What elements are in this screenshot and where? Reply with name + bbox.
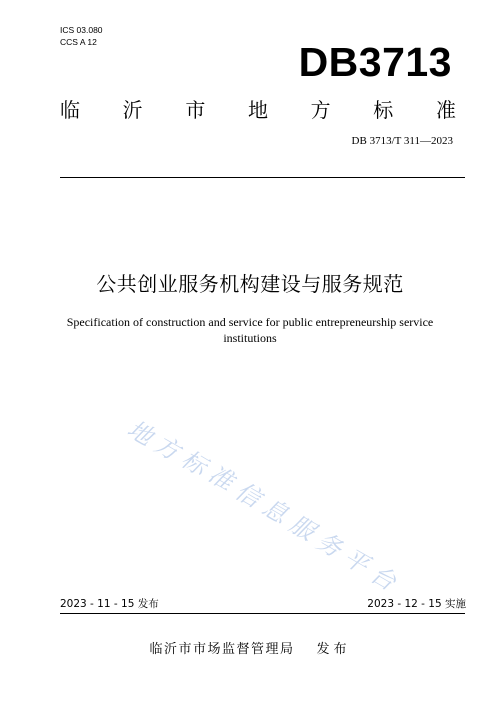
watermark-char: 准: [203, 459, 239, 497]
top-divider: [60, 177, 465, 178]
ccs-code: CCS A 12: [60, 37, 97, 47]
authority-char: 沂: [122, 98, 143, 122]
watermark-char: 信: [230, 476, 266, 514]
watermark-char: 服: [284, 509, 320, 547]
authority-char: 准: [435, 98, 456, 122]
watermark-char: 台: [365, 559, 401, 597]
watermark-char: 务: [311, 526, 347, 564]
issuer-line: [0, 640, 500, 660]
watermark-char: 平: [338, 542, 374, 580]
authority-char: 市: [185, 98, 206, 122]
authority-char: 地: [247, 98, 268, 122]
issue-date: 2023 - 11 - 15 发布: [60, 598, 159, 610]
watermark-char: 息: [257, 492, 293, 530]
ics-code: ICS 03.080: [60, 25, 103, 35]
authority-char: 方: [310, 98, 331, 122]
standard-number: DB 3713/T 311—2023: [351, 135, 453, 147]
authority-char: 标: [373, 98, 394, 122]
title-english: Specification of construction and service for public entrepreneurship service institutions: [66, 315, 434, 345]
implementation-date: 2023 - 12 - 15 实施: [367, 598, 466, 610]
authority-title: [60, 95, 456, 125]
watermark: [122, 414, 428, 610]
db-mark: DB3713: [298, 39, 452, 85]
bottom-divider: [60, 613, 465, 614]
watermark-char: 方: [149, 429, 185, 467]
title-chinese: 公共创业服务机构建设与服务规范: [96, 272, 404, 296]
issue-action: 发布: [316, 642, 351, 657]
authority-char: 临: [60, 98, 80, 122]
watermark-char: 标: [176, 444, 212, 482]
issuing-organization: 临沂市市场监督管理局: [149, 642, 295, 657]
classification-codes: [60, 24, 103, 48]
watermark-char: 地: [122, 414, 158, 452]
